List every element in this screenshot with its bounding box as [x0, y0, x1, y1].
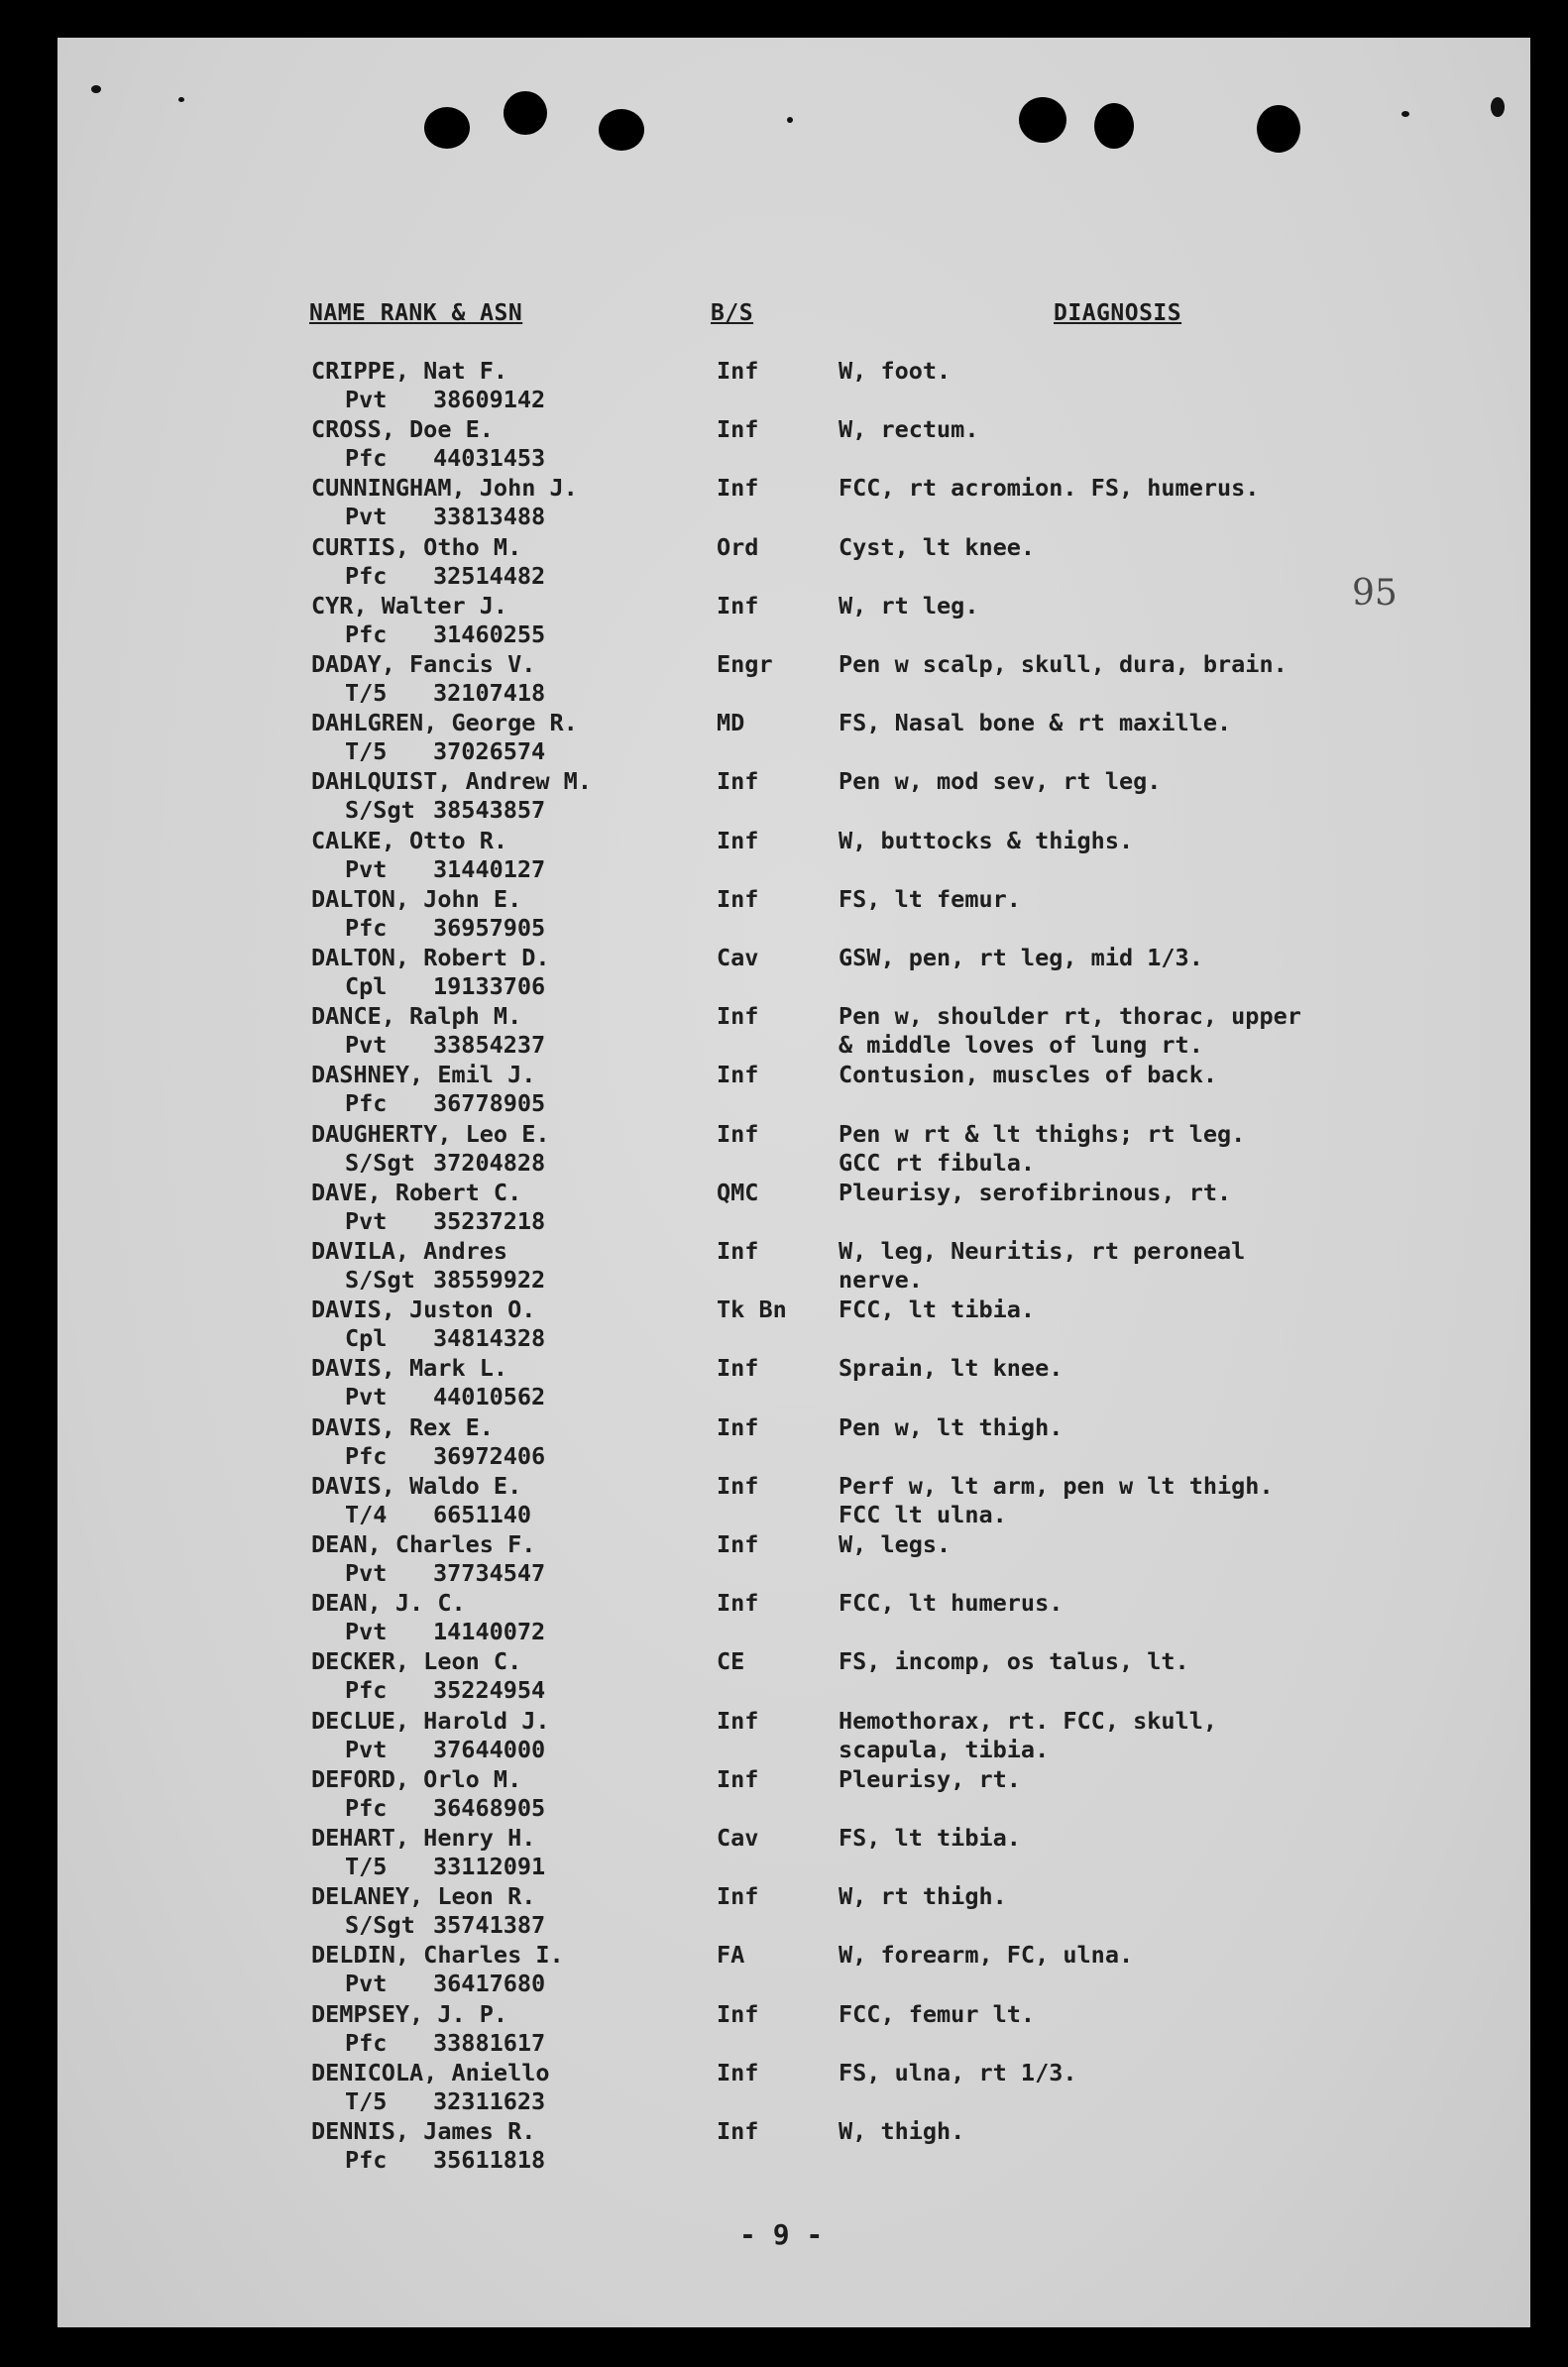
diagnosis: FS, Nasal bone & rt maxille.: [839, 709, 1232, 737]
soldier-name: DENNIS, James R.: [311, 2117, 536, 2145]
soldier-name: DEAN, Charles F.: [311, 1530, 536, 1558]
soldier-asn: 37026574: [433, 737, 546, 766]
soldier-name: DAVIS, Waldo E.: [311, 1471, 522, 1500]
soldier-asn: 38609142: [433, 386, 546, 413]
soldier-asn: 36778905: [433, 1089, 546, 1118]
soldier-name: DAVIS, Mark L.: [311, 1354, 508, 1383]
soldier-asn: 37734547: [433, 1559, 546, 1587]
page-speck: [1401, 111, 1409, 117]
soldier-rank: Pfc: [345, 444, 388, 473]
soldier-asn: 36957905: [433, 913, 546, 942]
branch-of-service: Inf: [717, 884, 759, 913]
diagnosis: Pen w rt & lt thighs; rt leg. GCC rt fibula.: [839, 1119, 1246, 1177]
branch-of-service: Inf: [717, 1002, 759, 1031]
list-item: [0, 474, 1568, 533]
soldier-asn: 31440127: [433, 854, 546, 883]
soldier-rank: T/5: [345, 737, 388, 766]
list-item: [0, 1413, 1568, 1473]
diagnosis: Pen w, mod sev, rt leg.: [839, 767, 1162, 796]
diagnosis: FS, incomp, os talus, lt.: [839, 1647, 1189, 1676]
soldier-asn: 36468905: [433, 1793, 546, 1822]
soldier-name: DEMPSEY, J. P.: [311, 1999, 508, 2028]
soldier-asn: 33813488: [433, 503, 546, 531]
list-item: [0, 2117, 1568, 2177]
diagnosis: W, rectum.: [839, 415, 979, 444]
soldier-name: DADAY, Fancis V.: [311, 650, 536, 678]
punch-hole: [504, 91, 547, 135]
list-item: [0, 1765, 1568, 1825]
list-item: [0, 1120, 1568, 1180]
soldier-rank: Pvt: [345, 1206, 388, 1235]
branch-of-service: Inf: [717, 1999, 759, 2028]
branch-of-service: Inf: [717, 1119, 759, 1148]
soldier-asn: 38559922: [433, 1266, 546, 1294]
soldier-name: DEHART, Henry H.: [311, 1824, 536, 1852]
list-item: [0, 1941, 1568, 2000]
soldier-name: CROSS, Doe E.: [311, 415, 494, 444]
soldier-name: DECLUE, Harold J.: [311, 1706, 550, 1735]
branch-of-service: Inf: [717, 767, 759, 796]
soldier-rank: Pfc: [345, 1676, 388, 1705]
page-speck: [787, 117, 793, 123]
soldier-rank: Pfc: [345, 620, 388, 648]
soldier-asn: 36972406: [433, 1441, 546, 1470]
soldier-rank: Pfc: [345, 1793, 388, 1822]
soldier-asn: 44010562: [433, 1383, 546, 1411]
branch-of-service: Inf: [717, 357, 759, 385]
soldier-asn: 35611818: [433, 2146, 546, 2174]
list-item: [0, 2000, 1568, 2060]
soldier-asn: 44031453: [433, 444, 546, 473]
branch-of-service: Inf: [717, 474, 759, 503]
list-item: [0, 885, 1568, 945]
branch-of-service: CE: [717, 1647, 745, 1676]
soldier-rank: S/Sgt: [345, 1266, 415, 1294]
branch-of-service: Ord: [717, 532, 759, 561]
soldier-name: DECKER, Leon C.: [311, 1647, 522, 1676]
list-item: [0, 827, 1568, 886]
list-item: [0, 1296, 1568, 1355]
soldier-rank: Pfc: [345, 561, 388, 590]
punch-hole: [599, 109, 644, 151]
list-item: [0, 1354, 1568, 1413]
branch-of-service: QMC: [717, 1178, 759, 1206]
list-item: [0, 1882, 1568, 1942]
header-name-rank-asn: NAME RANK & ASN: [309, 300, 523, 326]
soldier-asn: 33112091: [433, 1853, 546, 1880]
list-item: [0, 709, 1568, 768]
list-item: [0, 1002, 1568, 1062]
page-speck: [1491, 97, 1505, 117]
soldier-name: CURTIS, Otho M.: [311, 532, 522, 561]
branch-of-service: Inf: [717, 1706, 759, 1735]
diagnosis: Pleurisy, serofibrinous, rt.: [839, 1178, 1232, 1206]
soldier-rank: Cpl: [345, 972, 388, 1000]
page-speck: [91, 85, 101, 93]
diagnosis: FS, lt tibia.: [839, 1824, 1021, 1852]
soldier-name: DELDIN, Charles I.: [311, 1941, 564, 1970]
soldier-name: DALTON, John E.: [311, 884, 522, 913]
soldier-rank: Cpl: [345, 1324, 388, 1353]
branch-of-service: Inf: [717, 1471, 759, 1500]
diagnosis: Hemothorax, rt. FCC, skull, scapula, tibia.: [839, 1706, 1218, 1763]
soldier-rank: Pfc: [345, 1441, 388, 1470]
soldier-rank: Pfc: [345, 913, 388, 942]
list-item: [0, 1589, 1568, 1648]
soldier-asn: 37204828: [433, 1148, 546, 1177]
soldier-asn: 37644000: [433, 1735, 546, 1763]
diagnosis: FCC, femur lt.: [839, 1999, 1036, 2028]
soldier-name: DAVILA, Andres: [311, 1237, 508, 1265]
soldier-name: DENICOLA, Aniello: [311, 2058, 550, 2086]
diagnosis: Pen w scalp, skull, dura, brain.: [839, 650, 1288, 678]
diagnosis: W, rt leg.: [839, 591, 979, 620]
soldier-rank: S/Sgt: [345, 796, 415, 825]
soldier-asn: 32107418: [433, 679, 546, 707]
list-item: [0, 2059, 1568, 2118]
punch-hole: [1019, 97, 1066, 143]
soldier-name: DAHLQUIST, Andrew M.: [311, 767, 592, 796]
soldier-name: DAVIS, Rex E.: [311, 1412, 494, 1441]
branch-of-service: Inf: [717, 2058, 759, 2086]
soldier-rank: Pvt: [345, 503, 388, 531]
punch-hole: [1094, 103, 1134, 149]
diagnosis: FCC, lt tibia.: [839, 1296, 1036, 1324]
soldier-name: DASHNEY, Emil J.: [311, 1061, 536, 1089]
diagnosis: Cyst, lt knee.: [839, 532, 1036, 561]
soldier-rank: Pfc: [345, 1089, 388, 1118]
diagnosis: Pleurisy, rt.: [839, 1764, 1021, 1793]
soldier-asn: 33854237: [433, 1031, 546, 1060]
soldier-name: DANCE, Ralph M.: [311, 1002, 522, 1031]
list-item: [0, 650, 1568, 710]
soldier-name: DEAN, J. C.: [311, 1589, 466, 1618]
branch-of-service: Inf: [717, 2117, 759, 2145]
diagnosis: FS, ulna, rt 1/3.: [839, 2058, 1077, 2086]
branch-of-service: FA: [717, 1941, 745, 1970]
margin-number: 95: [1352, 573, 1398, 614]
soldier-asn: 19133706: [433, 972, 546, 1000]
diagnosis: FCC, lt humerus.: [839, 1589, 1064, 1618]
soldier-rank: Pvt: [345, 1618, 388, 1646]
list-item: [0, 767, 1568, 827]
diagnosis: W, buttocks & thighs.: [839, 826, 1134, 854]
soldier-name: DEFORD, Orlo M.: [311, 1764, 522, 1793]
soldier-rank: Pvt: [345, 386, 388, 413]
soldier-rank: Pvt: [345, 854, 388, 883]
diagnosis: Pen w, shoulder rt, thorac, upper & middle loves of lung rt.: [839, 1002, 1301, 1060]
list-item: [0, 357, 1568, 416]
soldier-asn: 36417680: [433, 1970, 546, 1998]
soldier-name: DALTON, Robert D.: [311, 944, 550, 971]
punch-hole: [1257, 105, 1300, 153]
soldier-rank: Pvt: [345, 1970, 388, 1998]
soldier-asn: 14140072: [433, 1618, 546, 1646]
list-item: [0, 592, 1568, 651]
diagnosis: W, foot.: [839, 357, 952, 385]
diagnosis: W, leg, Neuritis, rt peroneal nerve.: [839, 1237, 1246, 1294]
branch-of-service: Inf: [717, 1354, 759, 1383]
soldier-rank: Pvt: [345, 1559, 388, 1587]
soldier-rank: Pvt: [345, 1031, 388, 1060]
soldier-rank: T/4: [345, 1500, 388, 1528]
list-item: [0, 1179, 1568, 1238]
list-item: [0, 944, 1568, 1003]
branch-of-service: Inf: [717, 415, 759, 444]
diagnosis: W, rt thigh.: [839, 1882, 1007, 1911]
branch-of-service: Inf: [717, 1061, 759, 1089]
soldier-name: DAHLGREN, George R.: [311, 709, 578, 737]
branch-of-service: Cav: [717, 1824, 759, 1852]
list-item: [0, 1237, 1568, 1296]
branch-of-service: Tk Bn: [717, 1296, 787, 1324]
soldier-name: DAUGHERTY, Leo E.: [311, 1119, 550, 1148]
diagnosis: FS, lt femur.: [839, 884, 1021, 913]
diagnosis: Sprain, lt knee.: [839, 1354, 1064, 1383]
branch-of-service: Cav: [717, 944, 759, 971]
diagnosis: FCC, rt acromion. FS, humerus.: [839, 474, 1260, 503]
soldier-rank: Pfc: [345, 2028, 388, 2057]
diagnosis: Contusion, muscles of back.: [839, 1061, 1218, 1089]
branch-of-service: Inf: [717, 591, 759, 620]
list-item: [0, 1472, 1568, 1531]
soldier-asn: 32514482: [433, 561, 546, 590]
page-number: - 9 -: [739, 2218, 824, 2251]
soldier-name: CUNNINGHAM, John J.: [311, 474, 578, 503]
soldier-asn: 35237218: [433, 1206, 546, 1235]
punch-hole: [424, 107, 470, 149]
diagnosis: Pen w, lt thigh.: [839, 1412, 1064, 1441]
list-item: [0, 1707, 1568, 1766]
branch-of-service: MD: [717, 709, 745, 737]
soldier-name: CYR, Walter J.: [311, 591, 508, 620]
soldier-rank: T/5: [345, 679, 388, 707]
diagnosis: Perf w, lt arm, pen w lt thigh. FCC lt ulna.: [839, 1471, 1274, 1528]
soldier-rank: Pfc: [345, 2146, 388, 2174]
list-item: [0, 533, 1568, 593]
branch-of-service: Inf: [717, 1882, 759, 1911]
soldier-asn: 32311623: [433, 2086, 546, 2115]
soldier-asn: 31460255: [433, 620, 546, 648]
list-item: [0, 415, 1568, 475]
soldier-rank: T/5: [345, 1853, 388, 1880]
soldier-rank: S/Sgt: [345, 1148, 415, 1177]
page-speck: [178, 97, 184, 102]
soldier-name: DAVE, Robert C.: [311, 1178, 522, 1206]
header-diagnosis: DIAGNOSIS: [1054, 300, 1182, 326]
branch-of-service: Inf: [717, 1530, 759, 1558]
soldier-name: DELANEY, Leon R.: [311, 1882, 536, 1911]
branch-of-service: Inf: [717, 1764, 759, 1793]
diagnosis: W, thigh.: [839, 2117, 965, 2145]
soldier-name: DAVIS, Juston O.: [311, 1296, 536, 1324]
soldier-asn: 34814328: [433, 1324, 546, 1353]
branch-of-service: Inf: [717, 1589, 759, 1618]
list-item: [0, 1647, 1568, 1707]
soldier-asn: 38543857: [433, 796, 546, 825]
diagnosis: W, legs.: [839, 1530, 952, 1558]
soldier-name: CRIPPE, Nat F.: [311, 357, 508, 385]
list-item: [0, 1530, 1568, 1590]
list-item: [0, 1061, 1568, 1120]
diagnosis: GSW, pen, rt leg, mid 1/3.: [839, 944, 1203, 971]
soldier-rank: S/Sgt: [345, 1911, 415, 1940]
soldier-rank: Pvt: [345, 1735, 388, 1763]
soldier-asn: 35224954: [433, 1676, 546, 1705]
branch-of-service: Inf: [717, 1412, 759, 1441]
soldier-name: CALKE, Otto R.: [311, 826, 508, 854]
branch-of-service: Inf: [717, 826, 759, 854]
branch-of-service: Inf: [717, 1237, 759, 1265]
branch-of-service: Engr: [717, 650, 773, 678]
soldier-asn: 6651140: [433, 1500, 532, 1528]
list-item: [0, 1824, 1568, 1883]
header-bs: B/S: [711, 300, 754, 326]
soldier-asn: 35741387: [433, 1911, 546, 1940]
soldier-rank: Pvt: [345, 1383, 388, 1411]
soldier-asn: 33881617: [433, 2028, 546, 2057]
soldier-rank: T/5: [345, 2086, 388, 2115]
diagnosis: W, forearm, FC, ulna.: [839, 1941, 1134, 1970]
